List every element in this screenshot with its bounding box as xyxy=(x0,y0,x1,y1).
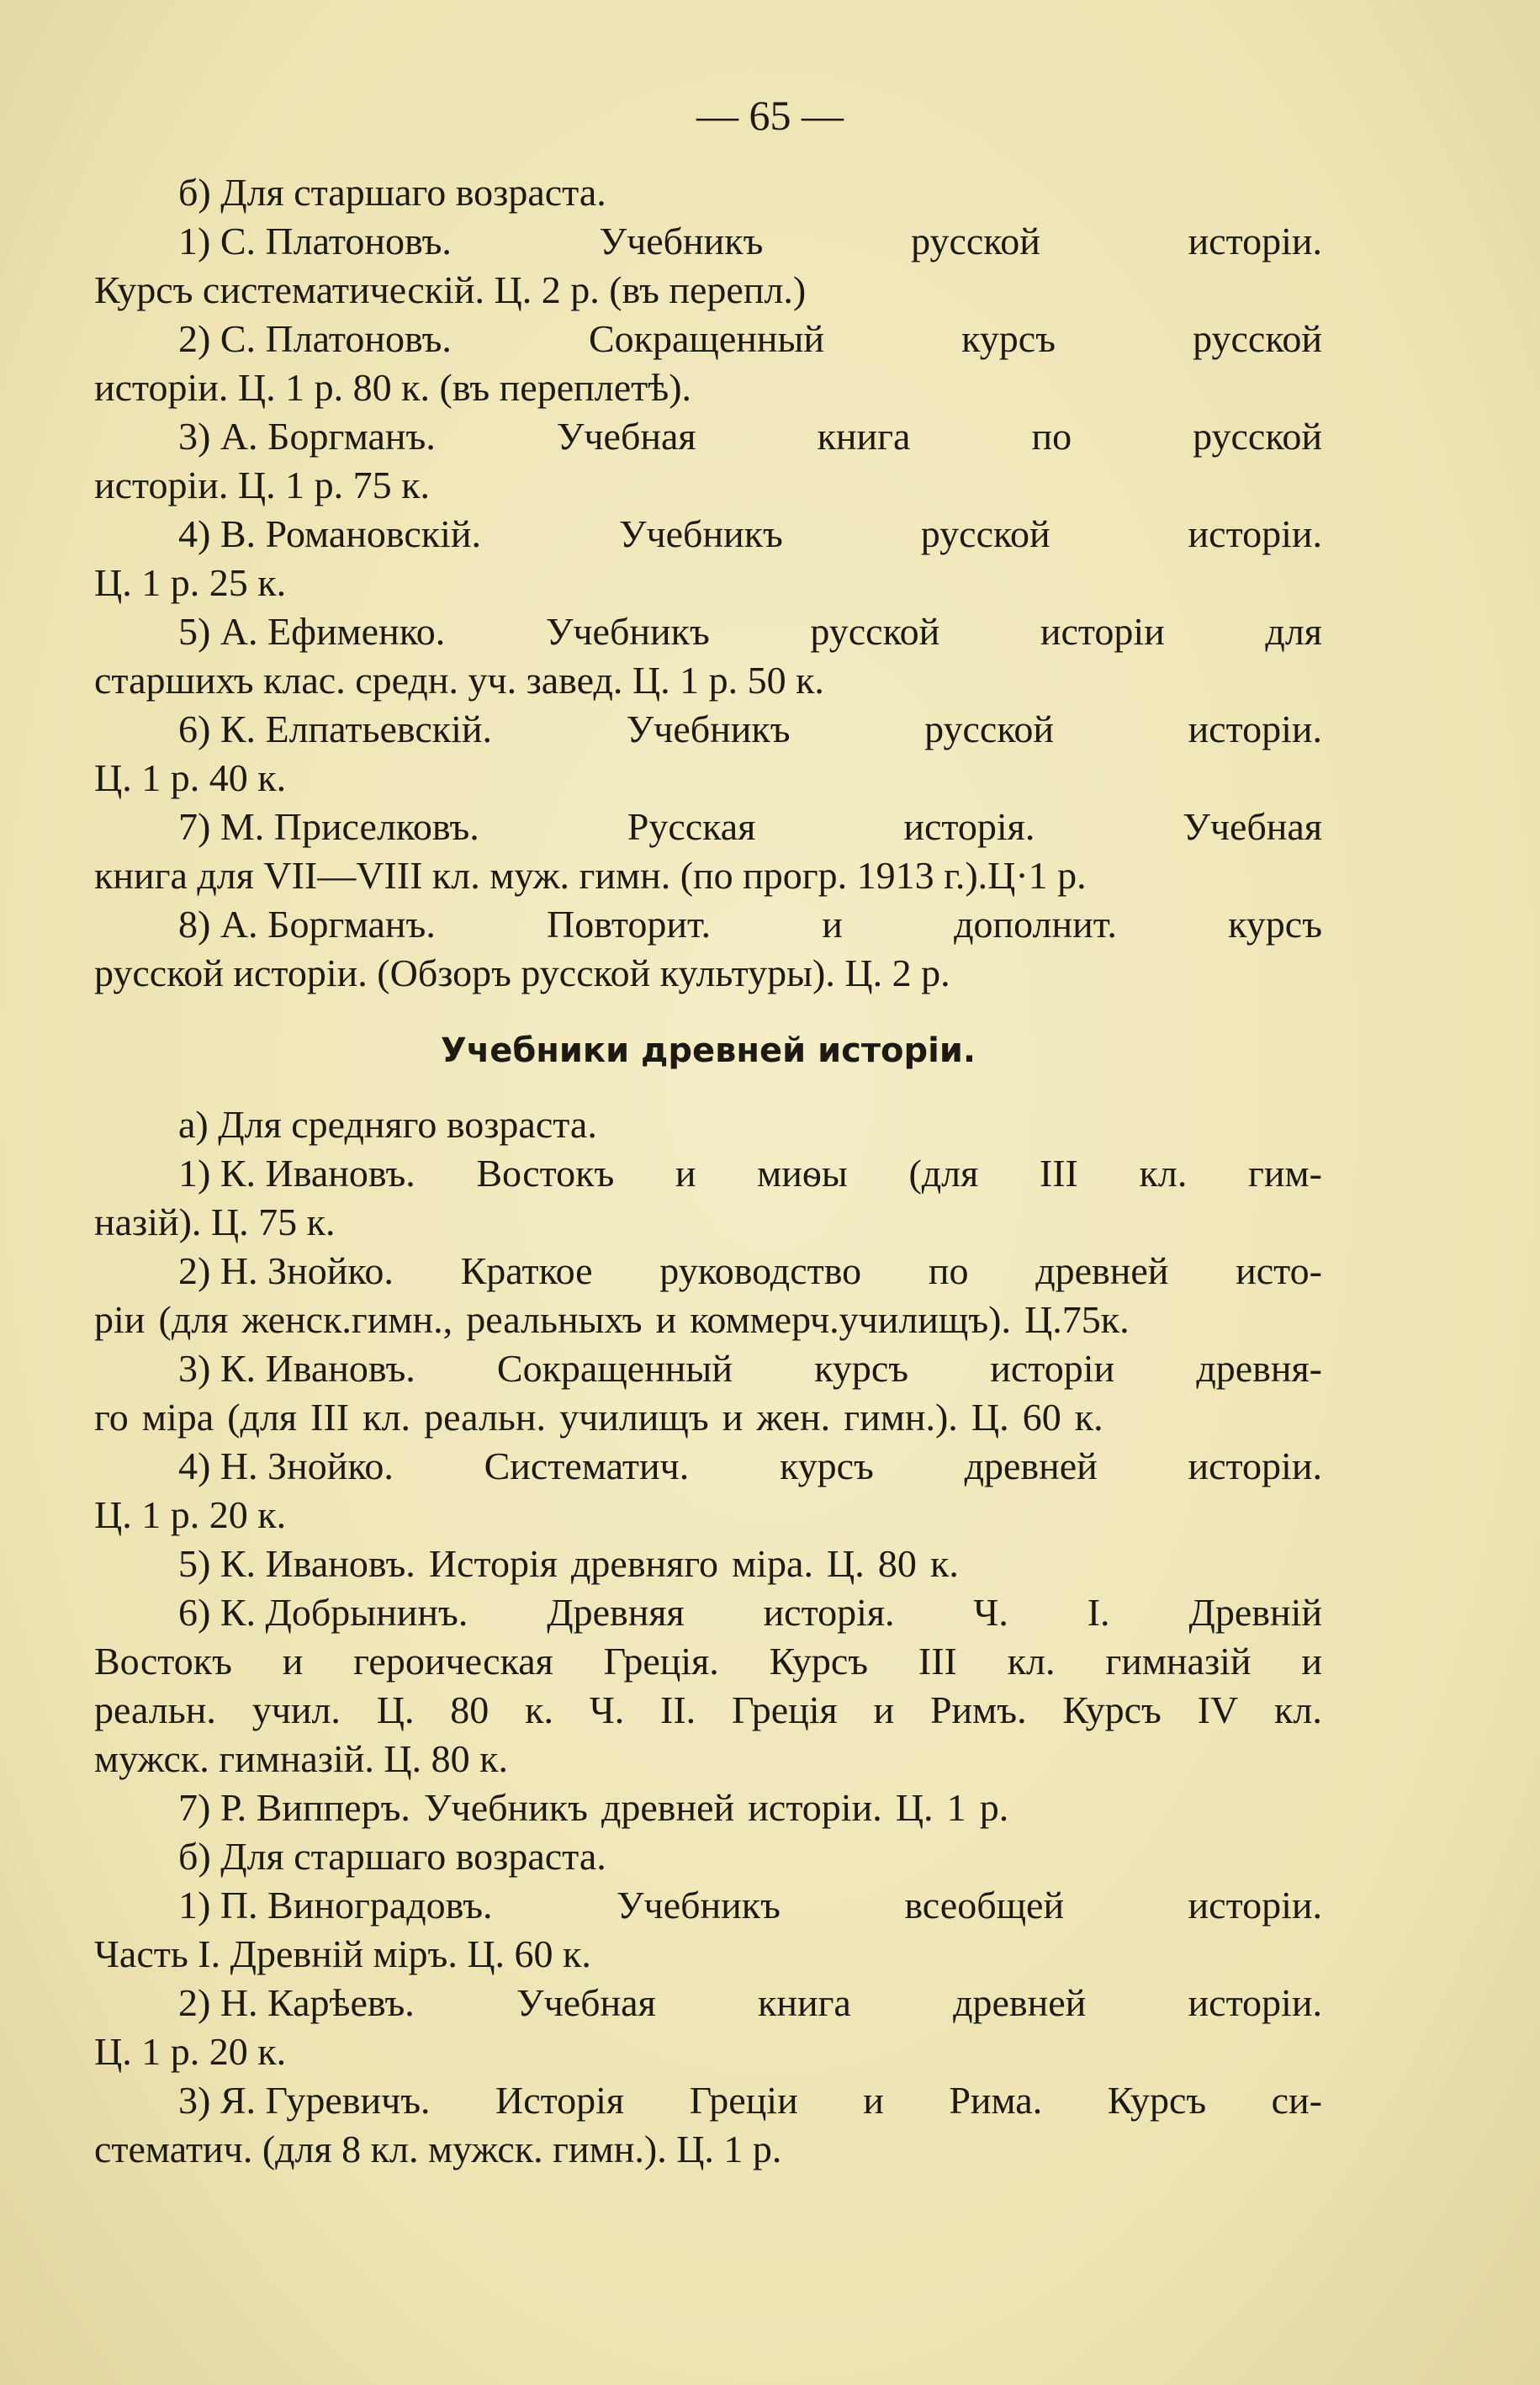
text-line xyxy=(94,1344,1322,1393)
word-group: жен. xyxy=(756,1396,831,1439)
word-group: руководство xyxy=(659,1249,862,1292)
word-group: исторіи. xyxy=(1188,220,1322,262)
word-group: Востокъ xyxy=(476,1152,615,1195)
word-group: русской xyxy=(1193,415,1322,458)
word-group: (для xyxy=(227,1396,298,1439)
word-group: реальныхъ xyxy=(466,1298,643,1341)
word-group: Учебная xyxy=(1183,805,1322,848)
word-group: Исторія xyxy=(428,1542,558,1585)
word-group: р. xyxy=(979,1786,1009,1829)
word-group: Учебникъ xyxy=(423,1786,588,1829)
word-group: курсъ xyxy=(961,317,1056,360)
word-group: древней xyxy=(964,1444,1098,1487)
text-line xyxy=(94,1783,1322,1832)
word-group: исторіи. xyxy=(1188,512,1322,555)
word-group: Учебникъ xyxy=(545,610,710,653)
word-group: кл. xyxy=(1139,1152,1188,1195)
text-line xyxy=(94,803,1322,851)
word-group: Ц. 1 р. 40 к. xyxy=(94,756,287,799)
word-group: русской xyxy=(810,610,940,653)
text-line xyxy=(94,1637,1322,1686)
word-group: 80 xyxy=(450,1688,490,1731)
word-group: Систематич. xyxy=(484,1444,690,1487)
word-group: к. xyxy=(929,1542,959,1585)
word-group: для xyxy=(1265,610,1322,653)
text-line xyxy=(94,949,1322,998)
word-group: древней xyxy=(1035,1249,1169,1292)
word-group: древней xyxy=(953,1981,1087,2024)
word-group: Древняя xyxy=(547,1591,685,1634)
word-group: русской xyxy=(920,512,1050,555)
word-group: Греціи xyxy=(689,2079,798,2122)
word-group: курсъ xyxy=(779,1444,874,1487)
word-group: древней xyxy=(601,1786,735,1829)
word-group: Греція xyxy=(732,1688,838,1731)
word-group: б) Для старшаго возраста. xyxy=(178,1835,606,1878)
word-group: 5) А. Ефименко. xyxy=(178,610,446,653)
text-line xyxy=(94,656,1322,705)
word-group: исторіи. xyxy=(1188,1981,1322,2024)
word-group: Сокращенный xyxy=(588,317,825,360)
word-group: Краткое xyxy=(460,1249,593,1292)
word-group: 2) Н. Знойко. xyxy=(178,1249,394,1292)
word-group: русской xyxy=(1193,317,1322,360)
word-group: Ц. xyxy=(895,1786,934,1829)
word-group: исторіи. xyxy=(1188,1884,1322,1927)
word-group: Ц. 1 р. 20 к. xyxy=(94,1493,287,1536)
word-group: Курсъ xyxy=(1107,2079,1207,2122)
text-line xyxy=(94,1832,1322,1881)
word-group: (для xyxy=(908,1152,979,1195)
word-group: училищъ xyxy=(559,1396,709,1439)
text-line xyxy=(94,900,1322,949)
word-group: Русская xyxy=(627,805,756,848)
word-group: кл. xyxy=(363,1396,411,1439)
word-group: назій). Ц. 75 к. xyxy=(94,1200,336,1243)
word-group: русской xyxy=(911,220,1040,262)
page-number: — 65 — xyxy=(696,92,844,139)
word-group: Курсъ xyxy=(1062,1688,1162,1731)
word-group: міра xyxy=(141,1396,214,1439)
word-group: 1) К. Ивановъ. xyxy=(178,1152,415,1195)
word-group: мужск. гимназій. Ц. 80 к. xyxy=(94,1737,508,1780)
word-group: исторіи. xyxy=(748,1786,882,1829)
word-group: курсъ xyxy=(1228,903,1322,946)
word-group: и xyxy=(675,1152,696,1195)
word-group: исторіи xyxy=(990,1347,1115,1390)
word-group: кл. xyxy=(1274,1688,1322,1731)
word-group: стематич. (для 8 кл. мужск. гимн.). Ц. 1 р. xyxy=(94,2128,782,2170)
word-group: гимназій xyxy=(1105,1640,1252,1683)
text-line xyxy=(94,510,1322,559)
text-line xyxy=(94,2027,1322,2076)
word-group: 2) С. Платоновъ. xyxy=(178,317,452,360)
word-group: Курсъ систематическій. Ц. 2 р. (въ перепл.) xyxy=(94,268,807,311)
word-group: 7) М. Приселковъ. xyxy=(178,805,479,848)
word-group: (для xyxy=(158,1298,229,1341)
word-group: и xyxy=(722,1396,744,1439)
word-group: Учебникъ xyxy=(616,1884,781,1927)
text-line xyxy=(94,1930,1322,1979)
word-group: исторіи. xyxy=(1188,1444,1322,1487)
word-group: Ч. xyxy=(589,1688,625,1731)
russian-history-list xyxy=(94,217,1322,998)
text-line xyxy=(94,266,1322,315)
word-group: 2) Н. Карѣевъ. xyxy=(178,1981,415,2024)
word-group: Сокращенный xyxy=(496,1347,733,1390)
word-group: 6) К. Добрынинъ. xyxy=(178,1591,468,1634)
word-group: к. xyxy=(525,1688,553,1731)
page-content xyxy=(94,168,1322,2174)
word-group: IV xyxy=(1197,1688,1239,1731)
word-group: исторія. xyxy=(903,805,1035,848)
text-line xyxy=(94,705,1322,754)
word-group: к. xyxy=(1074,1396,1103,1439)
word-group: 3) К. Ивановъ. xyxy=(178,1347,415,1390)
word-group: русской xyxy=(924,708,1054,750)
word-group: гим- xyxy=(1247,1152,1322,1195)
text-line xyxy=(94,851,1322,900)
word-group: и xyxy=(655,1298,677,1341)
word-group: книга xyxy=(757,1981,851,2024)
word-group: 1 xyxy=(946,1786,966,1829)
word-group: 4) Н. Знойко. xyxy=(178,1444,394,1487)
word-group: Ц. 1 р. 25 к. xyxy=(94,561,287,604)
text-line xyxy=(94,1393,1322,1442)
text-line xyxy=(94,607,1322,656)
word-group: 3) Я. Гуревичъ. xyxy=(178,2079,431,2122)
word-group: го xyxy=(94,1396,129,1439)
word-group: Исторія xyxy=(495,2079,625,2122)
text-line xyxy=(94,1149,1322,1198)
word-group: Греція. xyxy=(603,1640,719,1683)
word-group: Ц. xyxy=(376,1688,415,1731)
word-group: и xyxy=(873,1688,895,1731)
word-group: Римъ. xyxy=(929,1688,1027,1731)
word-group: курсъ xyxy=(814,1347,909,1390)
word-group: женск.гимн., xyxy=(241,1298,453,1341)
word-group: Учебникъ xyxy=(618,512,783,555)
word-group: I. xyxy=(1087,1591,1110,1634)
word-group: 1) П. Виноградовъ. xyxy=(178,1884,493,1927)
text-line xyxy=(94,461,1322,510)
word-group: всеобщей xyxy=(904,1884,1065,1927)
word-group: исторіи. xyxy=(1188,708,1322,750)
word-group: 60 xyxy=(1022,1396,1061,1439)
text-line xyxy=(94,217,1322,266)
text-line xyxy=(94,1296,1322,1344)
word-group: 3) А. Боргманъ. xyxy=(178,415,436,458)
word-group: миѳы xyxy=(757,1152,848,1195)
word-group: II. xyxy=(660,1688,696,1731)
word-group: III xyxy=(1039,1152,1078,1195)
word-group: Ц. xyxy=(971,1396,1009,1439)
word-group: книга для VII—VIII кл. муж. гимн. (по прогр. 1913 г.).Ц·1 р. xyxy=(94,854,1087,897)
word-group: Востокъ xyxy=(94,1640,232,1683)
word-group: древня- xyxy=(1196,1347,1322,1390)
word-group: 7) Р. Випперъ. xyxy=(178,1786,410,1829)
text-line xyxy=(94,2076,1322,2125)
word-group: 80 xyxy=(877,1542,917,1585)
word-group: міра. xyxy=(732,1542,813,1585)
word-group: Учебникъ xyxy=(599,220,764,262)
text-line xyxy=(94,1540,1322,1588)
word-group: Курсъ xyxy=(769,1640,869,1683)
section-heading-ancient-history: Учебники древней исторіи. xyxy=(440,1031,976,1070)
word-group: по xyxy=(928,1249,969,1292)
word-group: Ч. xyxy=(973,1591,1008,1634)
ancient-history-list xyxy=(94,1100,1322,2174)
text-line xyxy=(94,1100,1322,1149)
word-group: III xyxy=(310,1396,350,1439)
word-group: Ц. 1 р. 20 к. xyxy=(94,2030,287,2073)
subheading-older-age: б) Для старшаго возраста. xyxy=(178,171,606,214)
word-group: и xyxy=(822,903,843,946)
word-group: и xyxy=(1301,1640,1322,1683)
word-group: исторія. xyxy=(763,1591,895,1634)
word-group: 8) А. Боргманъ. xyxy=(178,903,436,946)
word-group: III xyxy=(918,1640,957,1683)
text-line xyxy=(94,1881,1322,1930)
word-group: Древній xyxy=(1188,1591,1322,1634)
word-group: исторіи. Ц. 1 р. 75 к. xyxy=(94,464,430,506)
text-line xyxy=(94,363,1322,412)
text-line xyxy=(94,1735,1322,1783)
word-group: Учебная xyxy=(556,415,696,458)
word-group: 1) С. Платоновъ. xyxy=(178,220,452,262)
word-group: учил. xyxy=(251,1688,341,1731)
word-group: исторіи xyxy=(1040,610,1165,653)
text-line xyxy=(94,1198,1322,1247)
word-group: русской исторіи. (Обзоръ русской культуры). Ц. 2 р. xyxy=(94,951,950,994)
word-group: старшихъ клас. средн. уч. завед. Ц. 1 р. 50 к. xyxy=(94,659,824,702)
text-line xyxy=(94,1491,1322,1540)
word-group: си- xyxy=(1271,2079,1322,2122)
text-line xyxy=(94,1979,1322,2027)
text-line xyxy=(94,1247,1322,1296)
word-group: ріи xyxy=(94,1298,146,1341)
text-line xyxy=(94,754,1322,803)
word-group: Учебная xyxy=(516,1981,656,2024)
text-line xyxy=(94,1686,1322,1735)
word-group: 4) В. Романовскій. xyxy=(178,512,482,555)
word-group: реальн. xyxy=(424,1396,546,1439)
word-group: по xyxy=(1031,415,1072,458)
word-group: гимн.). xyxy=(844,1396,958,1439)
word-group: кл. xyxy=(1007,1640,1056,1683)
word-group: Часть І. Древній міръ. Ц. 60 к. xyxy=(94,1932,591,1975)
word-group: и xyxy=(282,1640,304,1683)
word-group: Повторит. xyxy=(547,903,712,946)
word-group: исто- xyxy=(1236,1249,1322,1292)
word-group: Рима. xyxy=(949,2079,1043,2122)
word-group: 6) К. Елпатьевскій. xyxy=(178,708,493,750)
word-group: Ц. xyxy=(827,1542,865,1585)
word-group: 5) К. Ивановъ. xyxy=(178,1542,415,1585)
word-group: древняго xyxy=(571,1542,719,1585)
text-line xyxy=(94,2125,1322,2174)
text-line xyxy=(94,1588,1322,1637)
text-line xyxy=(94,1442,1322,1491)
word-group: исторіи. Ц. 1 р. 80 к. (въ переплетѣ). xyxy=(94,366,692,409)
word-group: коммерч.училищъ). xyxy=(690,1298,1011,1341)
text-line xyxy=(94,315,1322,363)
text-line xyxy=(94,412,1322,461)
word-group: Учебникъ xyxy=(626,708,791,750)
word-group: а) Для средняго возраста. xyxy=(178,1103,597,1146)
word-group: и xyxy=(863,2079,884,2122)
text-line xyxy=(94,559,1322,607)
word-group: Ц.75к. xyxy=(1024,1298,1130,1341)
word-group: книга xyxy=(817,415,911,458)
word-group: героическая xyxy=(353,1640,553,1683)
word-group: дополнит. xyxy=(954,903,1117,946)
word-group: реальн. xyxy=(94,1688,216,1731)
